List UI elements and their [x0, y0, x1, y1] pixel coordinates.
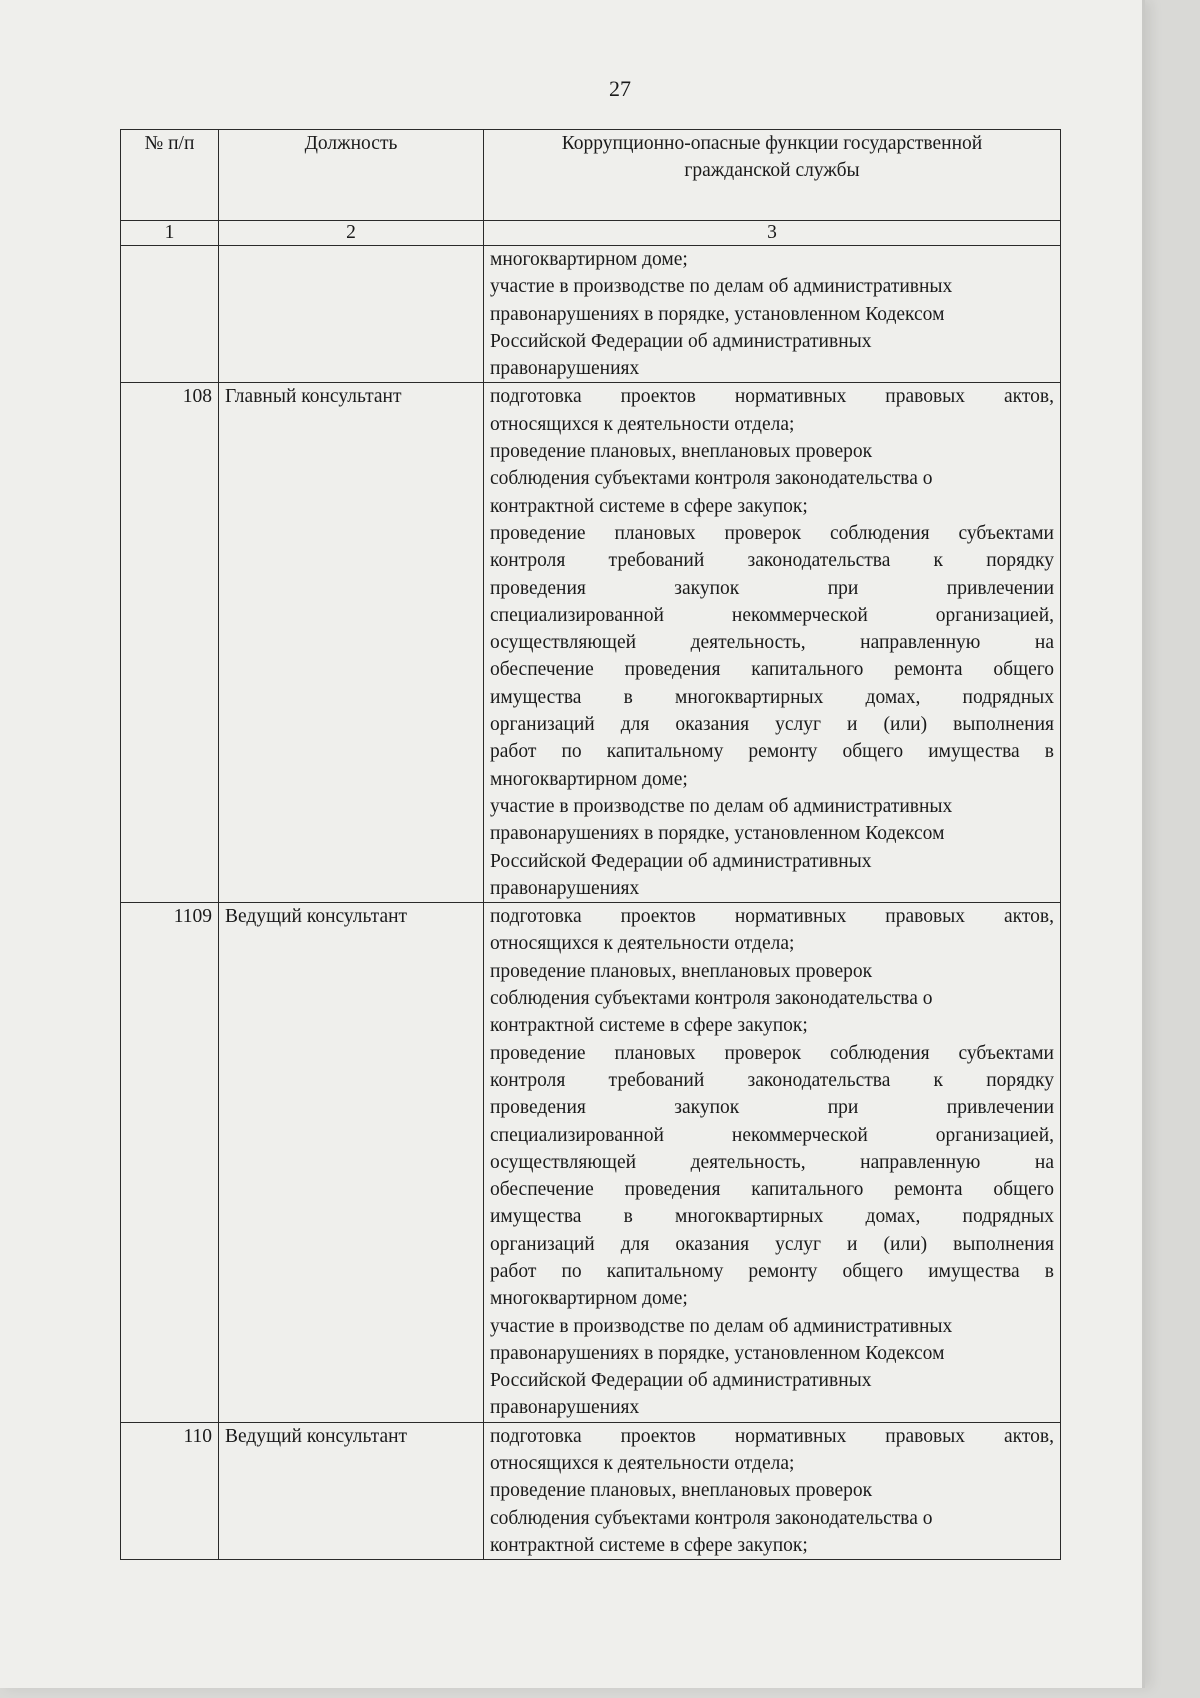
function-line: многоквартирном доме;	[490, 1288, 688, 1310]
function-line: имущества в многоквартирных домах, подрядных	[490, 1206, 1054, 1228]
function-line: проведение плановых, внеплановых проверок	[490, 441, 873, 463]
function-line: организаций для оказания услуг и (или) выполнения	[490, 1233, 1054, 1255]
function-line: правонарушениях	[490, 1397, 640, 1419]
function-line: контрактной системе в сфере закупок;	[490, 1015, 808, 1037]
row-functions	[484, 383, 1061, 903]
function-line: работ по капитальному ремонту общего имущества в	[490, 741, 1054, 763]
function-line: участие в производстве по делам об административных	[490, 795, 953, 817]
function-line: Российской Федерации об административных	[490, 1370, 872, 1392]
table-row	[121, 903, 1061, 1423]
function-line: осуществляющей деятельность, направленную на	[490, 1151, 1054, 1173]
function-line: проведение плановых, внеплановых проверок	[490, 960, 873, 982]
row-position	[219, 246, 484, 383]
function-line: участие в производстве по делам об административных	[490, 1315, 953, 1337]
row-position: Ведущий консультант	[219, 1422, 484, 1559]
function-line: контрактной системе в сфере закупок;	[490, 495, 808, 517]
column-number: 3	[484, 221, 1061, 246]
function-line: проведение плановых проверок соблюдения субъектами	[490, 522, 1054, 544]
function-line: подготовка проектов нормативных правовых актов,	[490, 1425, 1054, 1447]
header-functions-line: гражданской службы	[684, 160, 860, 182]
function-line: участие в производстве по делам об административных	[490, 276, 953, 298]
function-line: подготовка проектов нормативных правовых актов,	[490, 386, 1054, 408]
row-number: 1109	[121, 903, 219, 1423]
function-line: относящихся к деятельности отдела;	[490, 933, 795, 955]
column-number: 2	[219, 221, 484, 246]
function-line: контрактной системе в сфере закупок;	[490, 1534, 808, 1556]
row-number: 110	[121, 1422, 219, 1559]
positions-table	[120, 129, 1061, 1560]
function-line: относящихся к деятельности отдела;	[490, 413, 795, 435]
row-functions	[484, 246, 1061, 383]
function-line: организаций для оказания услуг и (или) выполнения	[490, 714, 1054, 736]
function-line: соблюдения субъектами контроля законодательства о	[490, 988, 933, 1010]
function-line: Российской Федерации об административных	[490, 850, 872, 872]
row-position: Ведущий консультант	[219, 903, 484, 1423]
function-line: контроля требований законодательства к порядку	[490, 550, 1054, 572]
function-line: проведение плановых проверок соблюдения субъектами	[490, 1042, 1054, 1064]
row-functions	[484, 1422, 1061, 1559]
function-line: многоквартирном доме;	[490, 249, 688, 270]
table-body	[121, 246, 1061, 1560]
header-position: Должность	[219, 130, 484, 221]
function-line: относящихся к деятельности отдела;	[490, 1453, 795, 1475]
function-line: обеспечение проведения капитального ремонта общего	[490, 659, 1054, 681]
table-row	[121, 383, 1061, 903]
header-number: № п/п	[121, 130, 219, 221]
function-line: соблюдения субъектами контроля законодательства о	[490, 1507, 933, 1529]
function-line: соблюдения субъектами контроля законодательства о	[490, 468, 933, 490]
function-line: Российской Федерации об административных	[490, 330, 872, 352]
function-line: правонарушениях	[490, 877, 640, 899]
function-line: многоквартирном доме;	[490, 768, 688, 790]
column-number-row	[121, 221, 1061, 246]
function-line: правонарушениях в порядке, установленном Кодексом	[490, 303, 945, 325]
function-line: контроля требований законодательства к порядку	[490, 1069, 1054, 1091]
function-line: работ по капитальному ремонту общего имущества в	[490, 1260, 1054, 1282]
function-line: специализированной некоммерческой организацией,	[490, 1124, 1054, 1146]
table-header-row	[121, 130, 1061, 221]
function-line: специализированной некоммерческой организацией,	[490, 604, 1054, 626]
function-line: имущества в многоквартирных домах, подрядных	[490, 686, 1054, 708]
row-number	[121, 246, 219, 383]
function-line: правонарушениях	[490, 358, 640, 380]
function-line: проведения закупок при привлечении	[490, 577, 1054, 599]
row-functions	[484, 903, 1061, 1423]
header-functions	[484, 130, 1061, 221]
column-number: 1	[121, 221, 219, 246]
function-line: проведения закупок при привлечении	[490, 1097, 1054, 1119]
function-line: правонарушениях в порядке, установленном Кодексом	[490, 823, 945, 845]
function-line: подготовка проектов нормативных правовых актов,	[490, 906, 1054, 928]
page-number: 27	[609, 76, 631, 101]
function-line: осуществляющей деятельность, направленную на	[490, 632, 1054, 654]
table-row	[121, 1422, 1061, 1559]
header-functions-line: Коррупционно-опасные функции государственной	[561, 133, 983, 154]
function-line: правонарушениях в порядке, установленном Кодексом	[490, 1342, 945, 1364]
function-line: обеспечение проведения капитального ремонта общего	[490, 1179, 1054, 1201]
row-position: Главный консультант	[219, 383, 484, 903]
function-line: проведение плановых, внеплановых проверок	[490, 1480, 873, 1502]
row-number: 108	[121, 383, 219, 903]
table-row	[121, 246, 1061, 383]
